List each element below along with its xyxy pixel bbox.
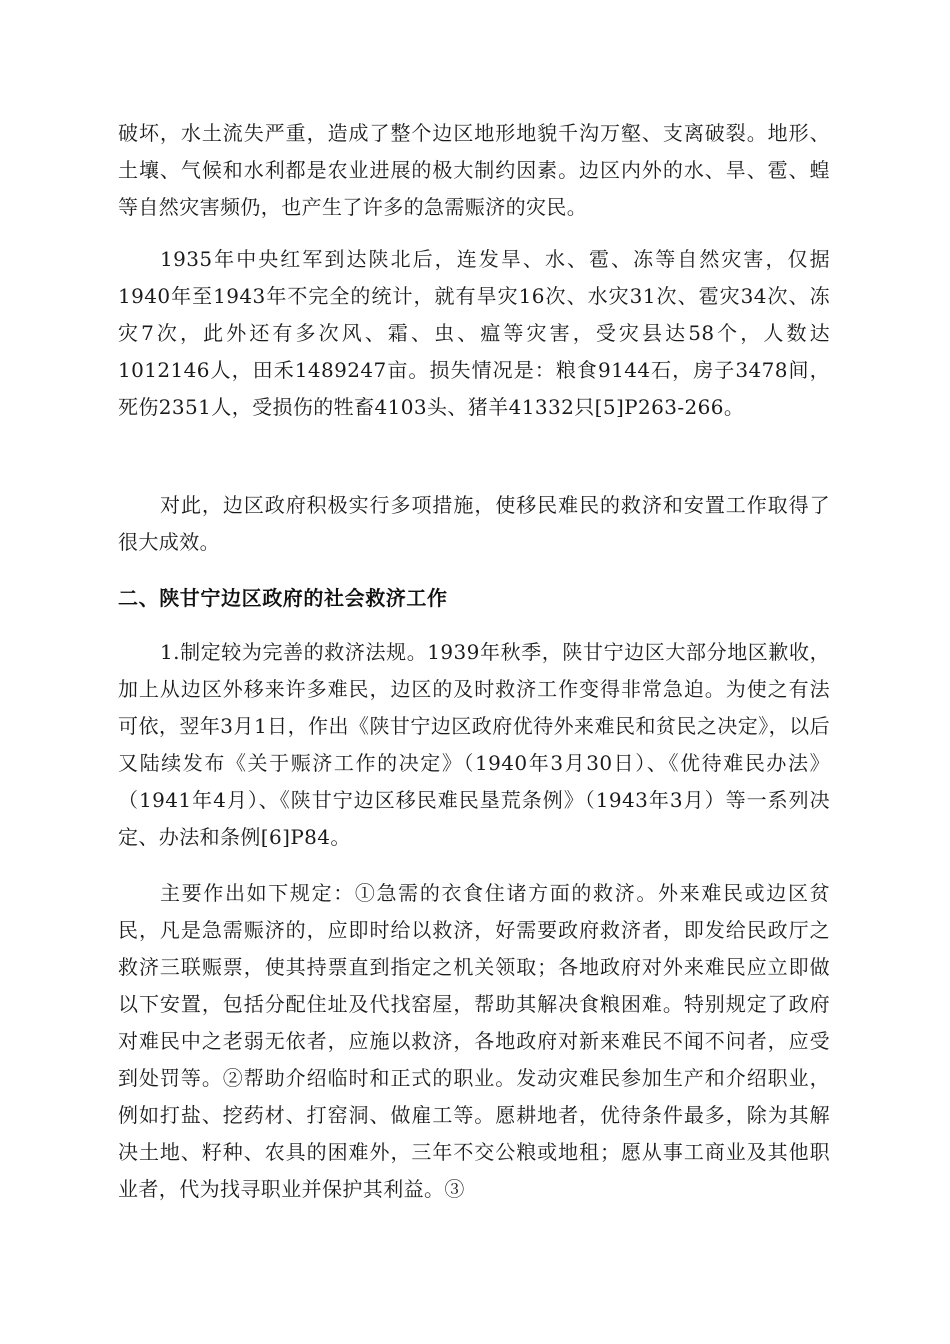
paragraph-terrain-disasters: 破坏，水土流失严重，造成了整个边区地形地貌千沟万壑、支离破裂。地形、土壤、气候和水利都是农业进展的极大制约因素。边区内外的水、旱、雹、蝗等自然灾害频仍，也产生了许多的急需赈济的灾民。 xyxy=(118,121,830,219)
paragraph-relief-regulations: 1.制定较为完善的救济法规。1939年秋季，陕甘宁边区大部分地区歉收，加上从边区外移来许多难民，边区的及时救济工作变得非常急迫。为使之有法可依，翌年3月1日，作出《陕甘宁边区政府优待外来难民和贫民之决定》，以后又陆续发布《关于赈济工作的决定》（1940年3月30日）、《优待难民办法》（1941年4月）、《陕甘宁边区移民难民垦荒条例》（1943年3月）等一系列决定、办法和条例[6]P84。 xyxy=(118,640,830,849)
paragraph-disaster-statistics: 1935年中央红军到达陕北后，连发旱、水、雹、冻等自然灾害，仅据1940年至1943年不完全的统计，就有旱灾16次、水灾31次、雹灾34次、冻灾7次，此外还有多次风、霜、虫、瘟等灾害，受灾县达58个，人数达1012146人，田禾1489247亩。损失情况是：粮食9144石，房子3478间，死伤2351人，受损伤的牲畜4103头、猪羊41332只[5]P263-266。 xyxy=(118,247,830,419)
paragraph-main-provisions: 主要作出如下规定：①急需的衣食住诸方面的救济。外来难民或边区贫民，凡是急需赈济的，应即时给以救济，好需要政府救济者，即发给民政厅之救济三联赈票，使其持票直到指定之机关领取；各地政府对外来难民应立即做以下安置，包括分配住址及代找窑屋，帮助其解决食粮困难。特别规定了政府对难民中之老弱无依者，应施以救济，各地政府对新来难民不闻不问者，应受到处罚等。②帮助介绍临时和正式的职业。发动灾难民参加生产和介绍职业，例如打盐、挖药材、打窑洞、做雇工等。愿耕地者，优待条件最多，除为其解决土地、籽种、农具的困难外，三年不交公粮或地租；愿从事工商业及其他职业者，代为找寻职业并保护其利益。③ xyxy=(118,881,830,1201)
paragraph-government-response: 对此，边区政府积极实行多项措施，使移民难民的救济和安置工作取得了很大成效。 xyxy=(118,493,830,554)
section-heading: 二、陕甘宁边区政府的社会救济工作 xyxy=(118,586,448,610)
